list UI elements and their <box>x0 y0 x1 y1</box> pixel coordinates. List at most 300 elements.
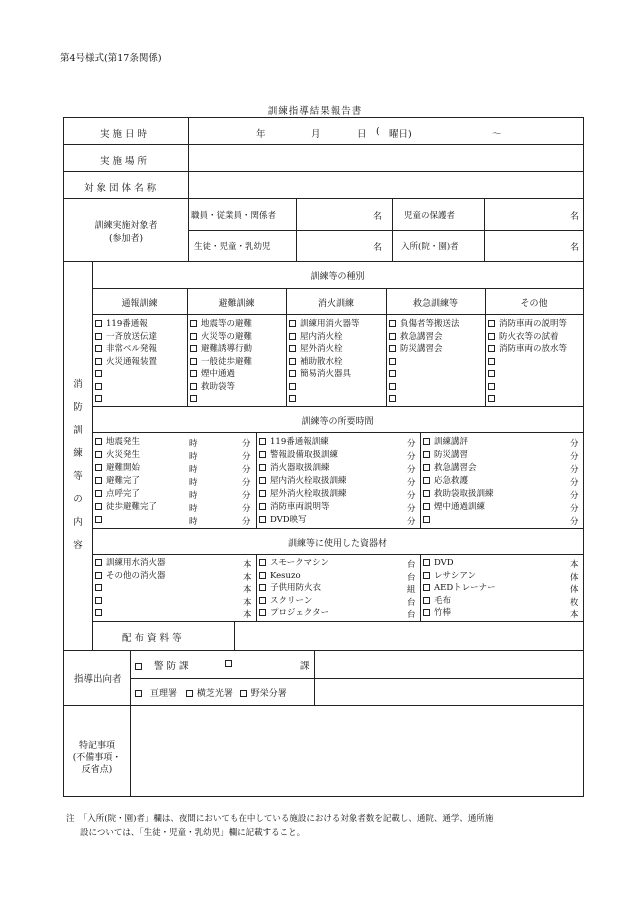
minute-unit: 分 <box>242 465 251 475</box>
col-divider <box>234 621 235 650</box>
item-label: 一斉放送伝達 <box>106 331 158 342</box>
checkbox[interactable] <box>190 383 197 390</box>
time-item <box>95 488 140 501</box>
col-heading-other: その他 <box>520 299 548 309</box>
item-label: 119番通報訓練 <box>270 437 329 447</box>
row-divider <box>92 406 583 407</box>
equipment-item <box>95 595 106 608</box>
item-label: 補助散水栓 <box>300 356 343 367</box>
checkbox[interactable] <box>190 345 197 352</box>
checkbox[interactable] <box>95 358 102 365</box>
minute-unit: 分 <box>242 517 251 527</box>
place-label: 実 施 場 所 <box>100 156 148 167</box>
equipment-unit: 本 <box>243 585 252 596</box>
checkbox[interactable] <box>423 490 430 497</box>
guardians-unit: 名 <box>570 212 580 222</box>
stations: 亘理署 横芝光署 野栄分署 <box>135 686 287 699</box>
checkbox[interactable] <box>190 333 197 340</box>
equipment-item <box>95 557 166 570</box>
hour-unit: 時 <box>189 439 198 449</box>
item-label: 子供用防火衣 <box>270 583 322 594</box>
type-item <box>488 331 559 344</box>
col-divider <box>256 554 257 621</box>
type-item <box>95 381 106 394</box>
time-item <box>259 449 338 462</box>
minute-unit: 分 <box>407 478 416 488</box>
type-item <box>190 368 235 381</box>
row-divider <box>92 554 583 555</box>
checkbox[interactable] <box>488 320 495 327</box>
equipment-item <box>423 607 451 620</box>
checkbox[interactable] <box>95 320 102 327</box>
type-item <box>488 356 499 369</box>
checkbox[interactable] <box>259 477 266 484</box>
type-item <box>190 356 252 369</box>
staff-label: 職員・従業員・関係者 <box>191 211 277 221</box>
checkbox[interactable] <box>389 395 396 402</box>
section-divider <box>92 261 93 650</box>
paren-open: ( <box>376 126 380 137</box>
type-item <box>95 368 106 381</box>
hour-unit: 時 <box>189 478 198 488</box>
checkbox[interactable] <box>423 609 430 616</box>
item-label: 救助袋取扱訓練 <box>434 489 494 499</box>
type-item <box>389 368 400 381</box>
time-heading: 訓練等の所要時間 <box>301 417 374 427</box>
type-item <box>190 343 252 356</box>
item-label: 避難開始 <box>106 463 141 473</box>
report-form <box>63 117 584 797</box>
checkbox[interactable] <box>135 663 142 670</box>
item-label: 屋内消火栓 <box>300 331 343 342</box>
checkbox[interactable] <box>95 451 102 458</box>
minute-unit: 分 <box>407 517 416 527</box>
item-label: 簡易消火器具 <box>300 369 352 379</box>
item-label: 訓練用水消火器 <box>106 558 166 568</box>
item-label: 点呼完了 <box>106 489 141 499</box>
tilde-label: ～ <box>492 129 502 140</box>
row-divider <box>92 314 583 315</box>
row-divider <box>64 198 583 199</box>
type-item <box>190 318 252 331</box>
checkbox[interactable] <box>95 490 102 497</box>
checkbox[interactable] <box>423 584 430 591</box>
checkbox[interactable] <box>186 690 193 697</box>
item-label: 火災通報装置 <box>106 356 158 367</box>
row-divider <box>64 261 583 262</box>
checkbox[interactable] <box>259 516 266 523</box>
hour-unit: 時 <box>189 504 198 514</box>
year-label: 年 <box>256 129 266 140</box>
equipment-item <box>95 582 106 595</box>
col-heading-evacuation: 避難訓練 <box>218 299 255 309</box>
checkbox[interactable] <box>488 383 495 390</box>
item-label: 消防車両説明等 <box>270 502 330 512</box>
col-divider <box>484 198 485 261</box>
checkbox[interactable] <box>95 503 102 510</box>
hour-unit: 時 <box>189 517 198 527</box>
checkbox[interactable] <box>488 370 495 377</box>
type-item <box>190 331 252 344</box>
instructor-label: 指導出向者 <box>74 674 122 685</box>
checkbox[interactable] <box>95 464 102 471</box>
date-label: 実 施 日 時 <box>100 129 148 140</box>
item-label: 防災講習会 <box>400 344 443 354</box>
time-item <box>259 514 307 527</box>
time-item <box>259 488 347 501</box>
checkbox[interactable] <box>488 345 495 352</box>
type-item <box>190 393 201 406</box>
equipment-unit: 本 <box>243 597 252 608</box>
minute-unit: 分 <box>570 452 579 462</box>
month-label: 月 <box>311 129 321 140</box>
col-heading-rescue: 救急訓練等 <box>412 299 458 309</box>
equipment-item <box>423 557 454 570</box>
checkbox[interactable] <box>259 490 266 497</box>
remarks-label: 特記事項 (不備事項・ 反省点) <box>72 741 122 775</box>
equipment-unit: 台 <box>407 560 416 570</box>
checkbox[interactable] <box>259 438 266 445</box>
time-item <box>423 462 477 475</box>
time-item <box>423 488 494 501</box>
checkbox[interactable] <box>259 609 266 616</box>
item-label: 屋外消火栓 <box>300 344 343 354</box>
type-item <box>289 318 360 331</box>
time-item <box>423 436 468 449</box>
checkbox[interactable] <box>240 690 247 697</box>
item-label: 負傷者等搬送法 <box>400 319 460 329</box>
col-divider <box>188 118 189 261</box>
checkbox[interactable] <box>423 597 430 604</box>
item-label: 火災等の避難 <box>201 331 253 342</box>
materials-label: 配 布 資 料 等 <box>122 633 182 644</box>
col-divider <box>256 432 257 528</box>
row-divider <box>92 621 583 622</box>
item-label: 防火衣等の試着 <box>499 331 559 342</box>
item-label: DVD <box>434 558 454 568</box>
checkbox[interactable] <box>488 358 495 365</box>
checkbox[interactable] <box>389 320 396 327</box>
checkbox[interactable] <box>289 370 296 377</box>
checkbox[interactable] <box>95 477 102 484</box>
checkbox[interactable] <box>95 395 102 402</box>
checkbox[interactable] <box>190 395 197 402</box>
checkbox[interactable] <box>423 451 430 458</box>
equipment-unit: 体 <box>570 572 579 583</box>
minute-unit: 分 <box>570 478 579 488</box>
item-label: 救急講習会 <box>434 463 477 473</box>
item-label: 屋外消火栓取扱訓練 <box>270 489 347 499</box>
col-heading-fire: 消火訓練 <box>317 299 354 309</box>
checkbox[interactable] <box>190 358 197 365</box>
item-label: 応急救護 <box>434 476 469 486</box>
type-item <box>389 318 460 331</box>
time-item <box>95 462 140 475</box>
type-item <box>95 356 157 369</box>
hour-unit: 時 <box>189 491 198 501</box>
type-item <box>488 368 499 381</box>
checkbox[interactable] <box>225 660 232 667</box>
equipment-item <box>95 607 106 620</box>
type-item <box>389 331 443 344</box>
item-label: 竹棒 <box>434 608 452 619</box>
col-divider <box>314 650 315 705</box>
type-item <box>289 381 300 394</box>
row-divider <box>64 650 583 651</box>
equipment-unit: 組 <box>407 585 416 596</box>
equipment-item <box>423 595 451 608</box>
item-label: 警報設備取扱訓練 <box>270 450 339 460</box>
checkbox[interactable] <box>289 358 296 365</box>
equipment-item <box>259 570 301 583</box>
item-label: レサシアン <box>434 570 476 581</box>
minute-unit: 分 <box>242 491 251 501</box>
minute-unit: 分 <box>242 504 251 514</box>
type-item <box>289 356 343 369</box>
equipment-item <box>95 570 166 583</box>
row-divider <box>92 432 583 433</box>
checkbox[interactable] <box>423 559 430 566</box>
type-item <box>95 393 106 406</box>
item-label: スモークマシン <box>270 558 329 568</box>
equipment-unit: 台 <box>407 572 416 583</box>
time-item <box>259 436 329 449</box>
time-item <box>95 475 140 488</box>
row-divider <box>64 705 583 706</box>
hour-unit: 時 <box>189 452 198 462</box>
checkbox[interactable] <box>95 345 102 352</box>
participants-sub-label: (参加者) <box>108 234 144 244</box>
time-item <box>95 501 157 514</box>
item-label: 消防車両の説明等 <box>499 319 568 329</box>
checkbox[interactable] <box>135 690 142 697</box>
minute-unit: 分 <box>242 452 251 462</box>
equipment-unit: 台 <box>407 597 416 608</box>
participants-label: 訓練実施対象者 <box>94 221 158 231</box>
item-label: 訓練用消火器等 <box>300 319 360 329</box>
time-item <box>95 436 140 449</box>
type-item <box>95 343 157 356</box>
minute-unit: 分 <box>242 439 251 449</box>
equipment-unit: 本 <box>243 610 252 621</box>
type-item <box>488 381 499 394</box>
minute-unit: 分 <box>407 504 416 514</box>
equipment-unit: 本 <box>243 572 252 583</box>
checkbox[interactable] <box>289 383 296 390</box>
row-divider <box>130 678 583 679</box>
equipment-item <box>259 595 312 608</box>
weekday-label: 曜日) <box>389 129 412 140</box>
type-item <box>289 393 300 406</box>
row-divider <box>92 528 583 529</box>
checkbox[interactable] <box>259 584 266 591</box>
minute-unit: 分 <box>407 491 416 501</box>
equipment-unit: 台 <box>407 610 416 621</box>
checkbox[interactable] <box>389 333 396 340</box>
checkbox[interactable] <box>259 451 266 458</box>
item-label: その他の消火器 <box>106 570 166 581</box>
equipment-item <box>423 570 476 583</box>
checkbox[interactable] <box>95 516 102 523</box>
row-divider <box>188 230 583 231</box>
time-item <box>95 514 106 527</box>
time-item <box>95 449 140 462</box>
type-item <box>95 318 148 331</box>
checkbox[interactable] <box>389 370 396 377</box>
time-item <box>259 501 330 514</box>
item-label: 煙中通過 <box>201 369 236 379</box>
type-item <box>488 318 567 331</box>
checkbox[interactable] <box>289 320 296 327</box>
item-label: 消防車両の放水等 <box>499 344 568 354</box>
item-label: 非常ベル発報 <box>106 344 158 354</box>
checkbox[interactable] <box>95 383 102 390</box>
checkbox[interactable] <box>95 370 102 377</box>
dept-police: 警 防 課 <box>135 658 189 672</box>
checkbox[interactable] <box>95 438 102 445</box>
checkbox[interactable] <box>95 559 102 566</box>
students-unit: 名 <box>373 243 383 253</box>
equipment-item <box>259 582 321 595</box>
checkbox[interactable] <box>389 345 396 352</box>
time-item <box>423 514 434 527</box>
time-item <box>259 462 330 475</box>
equipment-item <box>423 582 496 595</box>
equipment-item <box>259 607 329 620</box>
type-item <box>389 393 400 406</box>
minute-unit: 分 <box>570 439 579 449</box>
col-heading-report: 通報訓練 <box>121 299 158 309</box>
checkbox[interactable] <box>259 464 266 471</box>
type-item <box>389 381 400 394</box>
type-item <box>289 368 351 381</box>
minute-unit: 分 <box>570 491 579 501</box>
col-divider <box>130 650 131 705</box>
checkbox[interactable] <box>259 597 266 604</box>
item-label: スクリーン <box>270 595 313 606</box>
checkbox[interactable] <box>259 503 266 510</box>
checkbox[interactable] <box>389 358 396 365</box>
day-label: 日 <box>357 129 367 140</box>
dept-suffix: 課 <box>300 661 310 672</box>
equipment-unit: 本 <box>243 560 252 570</box>
type-item <box>488 343 567 356</box>
checkbox[interactable] <box>423 438 430 445</box>
type-item <box>95 331 157 344</box>
minute-unit: 分 <box>407 465 416 475</box>
type-item <box>289 331 343 344</box>
type-item <box>190 381 235 394</box>
form-number: 第4号様式(第17条関係) <box>60 53 162 64</box>
checkbox[interactable] <box>289 333 296 340</box>
minute-unit: 分 <box>242 478 251 488</box>
footnote: 注 「入所(院・園)者」欄は、夜間においても在中している施設における対象者数を記載し、通院、通学、通所施 設については、「生徒・児童・乳幼児」欄に記載すること。 <box>66 814 494 838</box>
checkbox[interactable] <box>95 584 102 591</box>
item-label: 防災講習 <box>434 450 469 460</box>
guardians-label: 児童の保護者 <box>404 211 456 221</box>
item-label: 地震発生 <box>106 437 141 447</box>
checkbox[interactable] <box>259 559 266 566</box>
type-item <box>389 343 443 356</box>
item-label: 訓練講評 <box>434 437 469 447</box>
checkbox[interactable] <box>95 597 102 604</box>
col-divider <box>296 198 297 261</box>
time-item <box>423 501 485 514</box>
item-label: 地震等の避難 <box>201 319 253 329</box>
staff-unit: 名 <box>373 212 383 222</box>
checkbox[interactable] <box>289 345 296 352</box>
residents-label: 入所(院・園)者 <box>401 242 459 252</box>
minute-unit: 分 <box>570 517 579 527</box>
dept-other <box>225 658 236 669</box>
time-item <box>259 475 347 488</box>
type-item <box>389 356 400 369</box>
checkbox[interactable] <box>423 572 430 579</box>
checkbox[interactable] <box>423 477 430 484</box>
minute-unit: 分 <box>570 504 579 514</box>
checkbox[interactable] <box>289 395 296 402</box>
row-divider <box>92 288 583 289</box>
equipment-unit: 本 <box>570 610 579 621</box>
col-divider <box>392 198 393 261</box>
item-label: 煙中通過訓練 <box>434 502 486 512</box>
time-item <box>423 475 468 488</box>
item-label: 避難完了 <box>106 476 141 486</box>
item-label: DVD映写 <box>270 515 307 525</box>
types-heading: 訓練等の種別 <box>310 272 365 282</box>
checkbox[interactable] <box>488 395 495 402</box>
residents-unit: 名 <box>570 243 580 253</box>
type-item <box>488 393 499 406</box>
item-label: 火災発生 <box>106 450 141 460</box>
minute-unit: 分 <box>407 452 416 462</box>
col-divider <box>420 554 421 621</box>
time-item <box>423 449 468 462</box>
checkbox[interactable] <box>389 383 396 390</box>
item-label: 屋内消火栓取扱訓練 <box>270 476 347 486</box>
page-title: 訓練指導結果報告書 <box>267 106 363 117</box>
row-divider <box>64 171 583 172</box>
equipment-unit: 本 <box>570 560 579 570</box>
item-label: プロジェクター <box>270 608 330 619</box>
col-divider <box>420 432 421 528</box>
checkbox[interactable] <box>190 320 197 327</box>
item-label: 119番通報 <box>106 319 148 329</box>
checkbox[interactable] <box>95 572 102 579</box>
item-label: 消火器取扱訓練 <box>270 463 330 473</box>
checkbox[interactable] <box>259 572 266 579</box>
checkbox[interactable] <box>423 503 430 510</box>
item-label: 避難誘導行動 <box>201 344 253 354</box>
item-label: 徒歩避難完了 <box>106 502 158 512</box>
item-label: 一般徒歩避難 <box>201 356 253 367</box>
checkbox[interactable] <box>95 609 102 616</box>
checkbox[interactable] <box>423 464 430 471</box>
type-item <box>289 343 343 356</box>
checkbox[interactable] <box>190 370 197 377</box>
minute-unit: 分 <box>570 465 579 475</box>
item-label: 救助袋等 <box>201 381 236 392</box>
checkbox[interactable] <box>423 516 430 523</box>
section-vertical-label: 消 防 訓 練 等 の 内 容 <box>73 379 83 551</box>
hour-unit: 時 <box>189 465 198 475</box>
equipment-unit: 枚 <box>570 597 579 608</box>
checkbox[interactable] <box>95 333 102 340</box>
equipment-item <box>259 557 329 570</box>
checkbox[interactable] <box>488 333 495 340</box>
col-divider <box>130 705 131 797</box>
students-label: 生徒・児童・乳幼児 <box>194 242 271 252</box>
